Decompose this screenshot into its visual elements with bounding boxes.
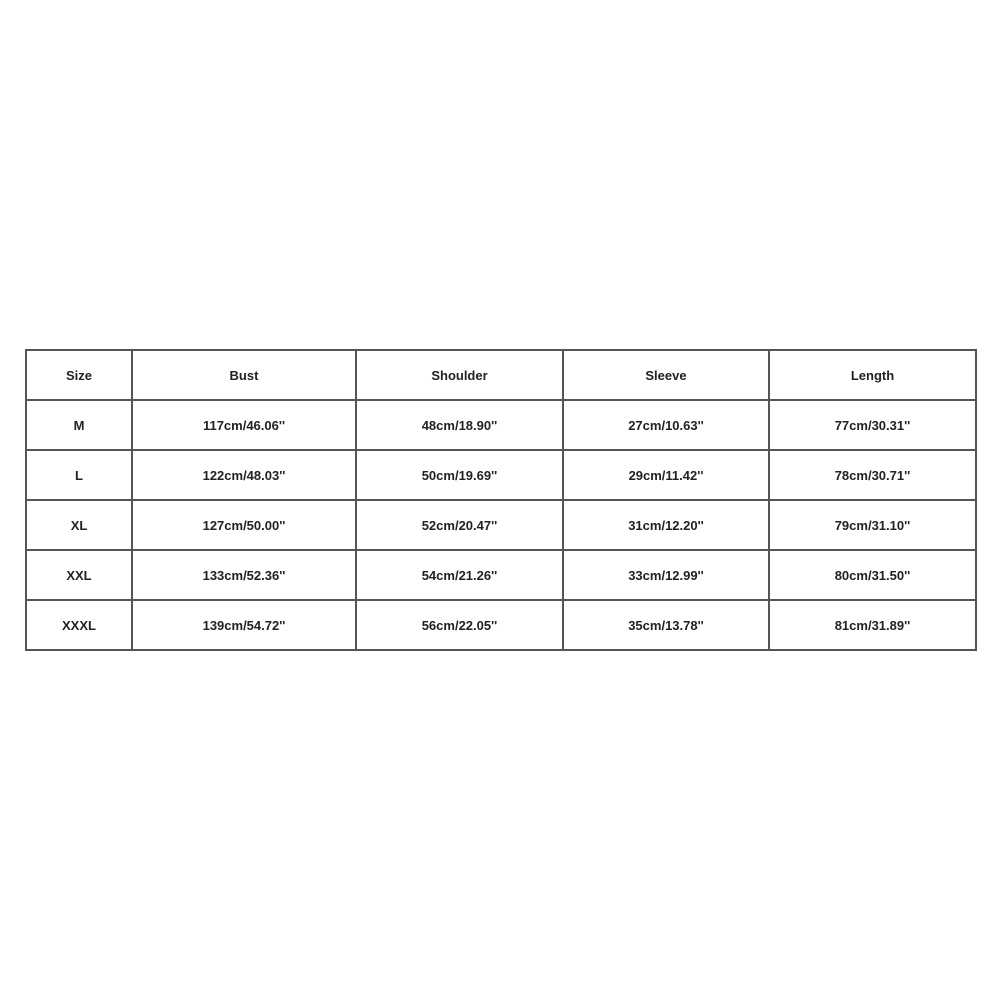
cell-sleeve: 31cm/12.20'' bbox=[563, 500, 769, 550]
table-row bbox=[26, 450, 976, 500]
table-row bbox=[26, 400, 976, 450]
cell-bust: 117cm/46.06'' bbox=[132, 400, 356, 450]
table-row bbox=[26, 600, 976, 650]
header-length: Length bbox=[769, 350, 976, 400]
cell-length: 80cm/31.50'' bbox=[769, 550, 976, 600]
header-sleeve: Sleeve bbox=[563, 350, 769, 400]
table-header bbox=[26, 350, 976, 400]
cell-bust: 122cm/48.03'' bbox=[132, 450, 356, 500]
header-bust: Bust bbox=[132, 350, 356, 400]
cell-length: 81cm/31.89'' bbox=[769, 600, 976, 650]
size-chart-table bbox=[25, 349, 977, 651]
cell-size: L bbox=[26, 450, 132, 500]
cell-length: 79cm/31.10'' bbox=[769, 500, 976, 550]
cell-size: XL bbox=[26, 500, 132, 550]
table-row bbox=[26, 550, 976, 600]
header-size: Size bbox=[26, 350, 132, 400]
cell-size: XXXL bbox=[26, 600, 132, 650]
cell-shoulder: 56cm/22.05'' bbox=[356, 600, 563, 650]
cell-shoulder: 52cm/20.47'' bbox=[356, 500, 563, 550]
cell-bust: 127cm/50.00'' bbox=[132, 500, 356, 550]
cell-sleeve: 29cm/11.42'' bbox=[563, 450, 769, 500]
cell-shoulder: 50cm/19.69'' bbox=[356, 450, 563, 500]
cell-shoulder: 54cm/21.26'' bbox=[356, 550, 563, 600]
cell-size: M bbox=[26, 400, 132, 450]
cell-size: XXL bbox=[26, 550, 132, 600]
cell-length: 78cm/30.71'' bbox=[769, 450, 976, 500]
table-row bbox=[26, 500, 976, 550]
cell-length: 77cm/30.31'' bbox=[769, 400, 976, 450]
cell-bust: 139cm/54.72'' bbox=[132, 600, 356, 650]
cell-sleeve: 35cm/13.78'' bbox=[563, 600, 769, 650]
header-row bbox=[26, 350, 976, 400]
cell-bust: 133cm/52.36'' bbox=[132, 550, 356, 600]
cell-shoulder: 48cm/18.90'' bbox=[356, 400, 563, 450]
cell-sleeve: 33cm/12.99'' bbox=[563, 550, 769, 600]
header-shoulder: Shoulder bbox=[356, 350, 563, 400]
cell-sleeve: 27cm/10.63'' bbox=[563, 400, 769, 450]
table-body bbox=[26, 400, 976, 650]
